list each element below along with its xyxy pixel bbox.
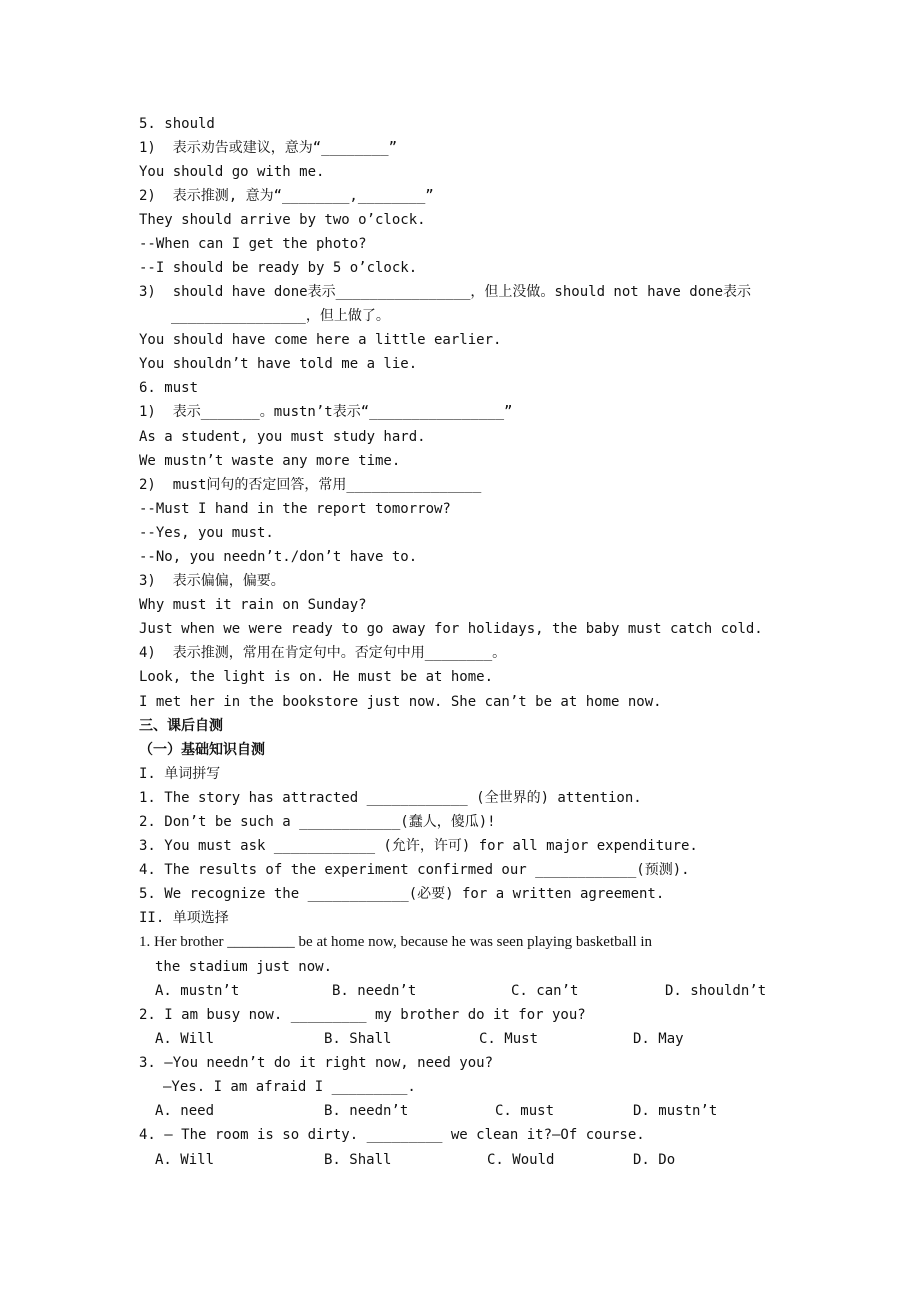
text-line: 2) must问句的否定回答，常用________________: [139, 477, 482, 493]
exercise-heading: I. 单词拼写: [139, 766, 221, 782]
option-a: A. Will: [155, 1152, 215, 1168]
subsection-heading: （一）基础知识自测: [139, 742, 265, 758]
heading-should: 5. should: [139, 116, 215, 132]
question-line: 3. You must ask ____________ (允许，许可) for all major expenditure.: [139, 838, 698, 854]
text-line: 1) 表示_______。mustn’t表示“________________”: [139, 404, 513, 420]
question-line: —Yes. I am afraid I _________.: [163, 1079, 416, 1095]
option-b: B. Shall: [324, 1031, 392, 1047]
options-row-3: [0, 1101, 920, 1121]
text-line: We mustn’t waste any more time.: [139, 453, 401, 469]
question-line: 2. Don’t be such a ____________(蠢人，傻瓜)!: [139, 814, 496, 830]
option-c: C. Must: [479, 1031, 539, 1047]
text-line: I met her in the bookstore just now. She can’t be at home now.: [139, 694, 662, 710]
options-row-2: [0, 1029, 920, 1049]
option-d: D. mustn’t: [633, 1103, 718, 1119]
option-c: C. can’t: [511, 983, 579, 999]
option-c: C. must: [495, 1103, 555, 1119]
question-line: 3. —You needn’t do it right now, need you?: [139, 1055, 494, 1071]
text-line: Why must it rain on Sunday?: [139, 597, 367, 613]
text-line: Just when we were ready to go away for holidays, the baby must catch cold.: [139, 621, 763, 637]
text-line: 2) 表示推测, 意为“________,________”: [139, 188, 434, 204]
options-row-1: [0, 981, 920, 1001]
option-d: D. May: [633, 1031, 684, 1047]
option-a: A. Will: [155, 1031, 215, 1047]
option-b: B. needn’t: [332, 983, 417, 999]
option-c: C. Would: [487, 1152, 555, 1168]
text-line: As a student, you must study hard.: [139, 429, 426, 445]
options-row-4: [0, 1150, 920, 1170]
text-line: --Must I hand in the report tomorrow?: [139, 501, 451, 517]
text-line: ________________，但上做了。: [171, 308, 390, 324]
option-b: B. Shall: [324, 1152, 392, 1168]
text-line: You shouldn’t have told me a lie.: [139, 356, 418, 372]
option-a: A. need: [155, 1103, 215, 1119]
text-line: Look, the light is on. He must be at home.: [139, 669, 494, 685]
question-line: 1. The story has attracted ____________ (全世界的) attention.: [139, 790, 642, 806]
text-line: --No, you needn’t./don’t have to.: [139, 549, 418, 565]
text-line: 3) should have done表示________________，但上没做。should not have done表示: [139, 284, 752, 300]
question-line: 4. – The room is so dirty. _________ we clean it?—Of course.: [139, 1127, 645, 1143]
text-line: They should arrive by two o’clock.: [139, 212, 426, 228]
question-line: 5. We recognize the ____________(必要) for a written agreement.: [139, 886, 665, 902]
question-line: 2. I am busy now. _________ my brother do it for you?: [139, 1007, 586, 1023]
text-line: 3) 表示偏偏，偏要。: [139, 573, 285, 589]
question-line: 4. The results of the experiment confirmed our ____________(预测).: [139, 862, 690, 878]
text-line: --Yes, you must.: [139, 525, 274, 541]
option-d: D. shouldn’t: [665, 983, 767, 999]
text-line: --I should be ready by 5 o’clock.: [139, 260, 418, 276]
question-line: 1. Her brother _________ be at home now, because he was seen playing basketball in: [139, 934, 653, 950]
heading-must: 6. must: [139, 380, 199, 396]
option-d: D. Do: [633, 1152, 676, 1168]
text-line: 4) 表示推测，常用在肯定句中。否定句中用________。: [139, 645, 507, 661]
exercise-heading: II. 单项选择: [139, 910, 229, 926]
text-line: You should have come here a little earlier.: [139, 332, 502, 348]
option-b: B. needn’t: [324, 1103, 409, 1119]
option-a: A. mustn’t: [155, 983, 240, 999]
text-line: --When can I get the photo?: [139, 236, 367, 252]
section-heading: 三、课后自测: [139, 718, 223, 734]
text-line: You should go with me.: [139, 164, 325, 180]
text-line: 1) 表示劝告或建议，意为“________”: [139, 140, 398, 156]
question-line: the stadium just now.: [155, 959, 333, 975]
